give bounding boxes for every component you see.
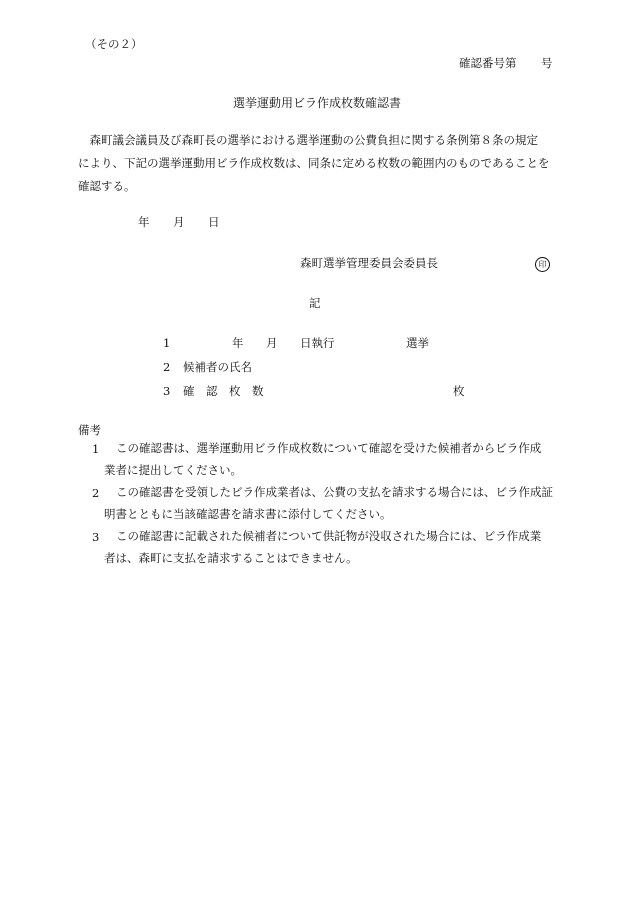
item-1-election: 選挙 xyxy=(406,336,429,350)
remark-item xyxy=(104,525,556,569)
seal-mark xyxy=(535,255,550,272)
remark-line: この確認書を受領したビラ作成業者は、公費の支払を請求する場合には、ビラ作成証 xyxy=(116,485,553,499)
ki-heading: 記 xyxy=(309,296,321,310)
form-number-label: （その２） xyxy=(85,37,143,51)
date-month: 月 xyxy=(173,215,185,229)
item-number: 2 xyxy=(163,360,171,374)
remark-line: 明書とともに当該確認書を請求書に添付してください。 xyxy=(104,507,392,521)
remark-number: 2 xyxy=(92,486,100,500)
item-1-year: 年 xyxy=(232,336,244,350)
remark-item xyxy=(104,437,556,481)
count-unit: 枚 xyxy=(453,384,465,398)
confirmation-paragraph xyxy=(78,129,556,198)
confirmation-number-prefix: 確認番号第 xyxy=(459,56,517,70)
confirmation-number-suffix: 号 xyxy=(541,56,553,70)
remark-line: 者は、森町に支払を請求することはできません。 xyxy=(104,551,358,565)
confirmed-count-label: 確 認 枚 数 xyxy=(183,384,264,398)
remark-line: この確認書に記載された候補者について供託物が没収された場合には、ビラ作成業 xyxy=(116,529,542,543)
remarks-heading: 備考 xyxy=(78,423,101,437)
item-1-day-exec: 日執行 xyxy=(300,336,335,350)
remark-line: 業者に提出してください。 xyxy=(104,463,242,477)
remark-line: この確認書は、選挙運動用ビラ作成枚数について確認を受けた候補者からビラ作成 xyxy=(116,441,542,455)
item-number: 1 xyxy=(163,336,171,350)
date-year: 年 xyxy=(138,215,150,229)
item-1-month: 月 xyxy=(266,336,278,350)
remark-number: 3 xyxy=(92,530,100,544)
paragraph-line: により、下記の選挙運動用ビラ作成枚数は、同条に定める枚数の範囲内のものであることを xyxy=(78,156,550,170)
paragraph-line: 確認する。 xyxy=(78,179,136,193)
remark-number: 1 xyxy=(92,442,100,456)
remark-item xyxy=(104,481,556,525)
item-number: 3 xyxy=(163,384,171,398)
date-day: 日 xyxy=(208,215,220,229)
paragraph-line: 森町議会議員及び森町長の選挙における選挙運動の公費負担に関する条例第８条の規定 xyxy=(78,133,538,147)
candidate-name-label: 候補者の氏名 xyxy=(183,360,252,374)
issuer-title: 森町選挙管理委員会委員長 xyxy=(300,256,438,270)
seal-icon: 印 xyxy=(535,257,550,272)
document-title: 選挙運動用ビラ作成枚数確認書 xyxy=(233,96,402,110)
